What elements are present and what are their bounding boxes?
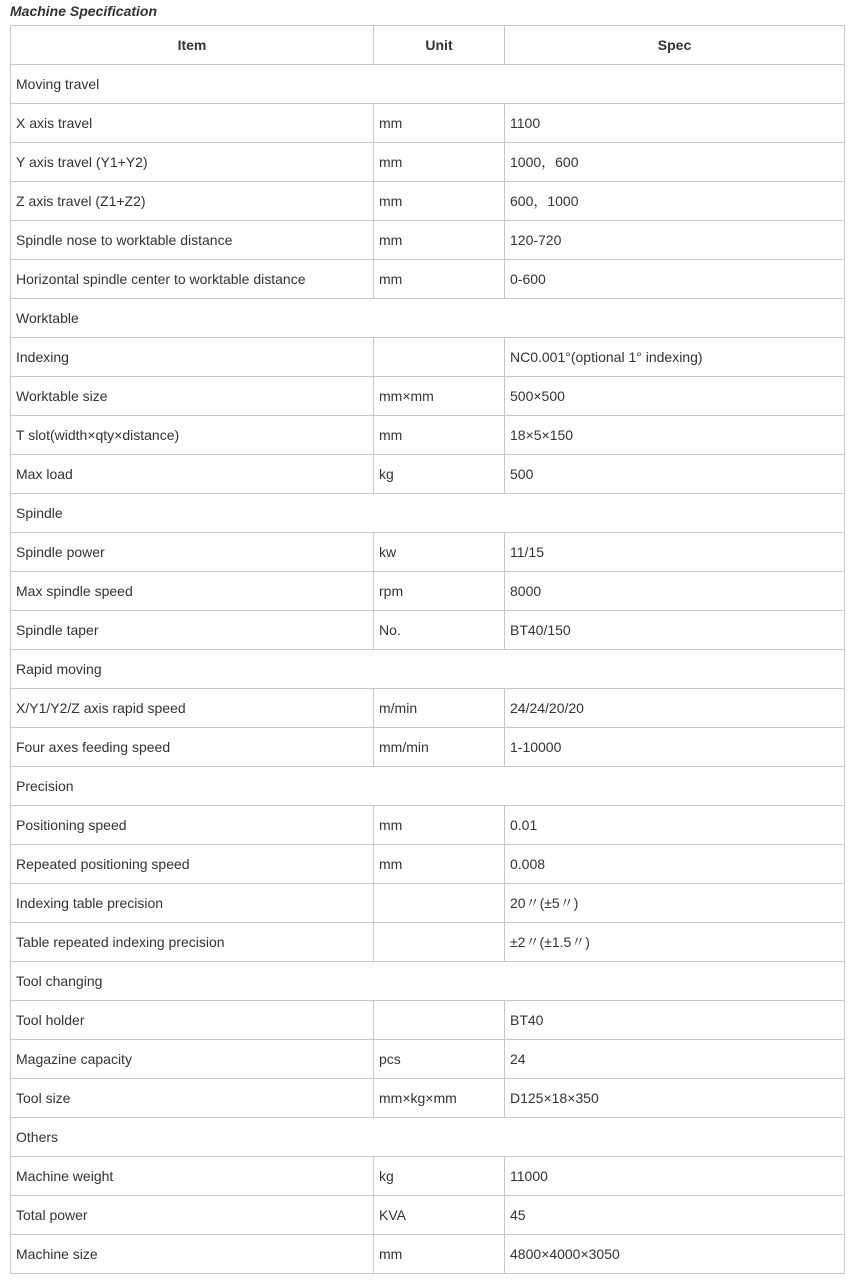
table-row bbox=[11, 260, 845, 299]
section-row bbox=[11, 65, 845, 104]
table-row bbox=[11, 338, 845, 377]
cell-unit bbox=[374, 923, 505, 962]
table-row bbox=[11, 884, 845, 923]
cell-spec: 11000 bbox=[505, 1157, 845, 1196]
cell-unit: mm bbox=[374, 143, 505, 182]
cell-spec: D125×18×350 bbox=[505, 1079, 845, 1118]
cell-unit: m/min bbox=[374, 689, 505, 728]
cell-item: Spindle power bbox=[11, 533, 374, 572]
table-row bbox=[11, 1079, 845, 1118]
cell-unit: kg bbox=[374, 455, 505, 494]
section-row bbox=[11, 494, 845, 533]
cell-item: Table repeated indexing precision bbox=[11, 923, 374, 962]
section-heading: Moving travel bbox=[11, 65, 845, 104]
cell-unit: mm bbox=[374, 806, 505, 845]
cell-item: Spindle taper bbox=[11, 611, 374, 650]
header-item: Item bbox=[11, 26, 374, 65]
table-row bbox=[11, 1001, 845, 1040]
cell-spec: NC0.001°(optional 1° indexing) bbox=[505, 338, 845, 377]
cell-item: Indexing table precision bbox=[11, 884, 374, 923]
cell-item: Total power bbox=[11, 1196, 374, 1235]
section-row bbox=[11, 962, 845, 1001]
cell-unit: mm bbox=[374, 1235, 505, 1274]
cell-unit: No. bbox=[374, 611, 505, 650]
table-row bbox=[11, 221, 845, 260]
table-row bbox=[11, 923, 845, 962]
cell-unit: mm bbox=[374, 416, 505, 455]
section-heading: Precision bbox=[11, 767, 845, 806]
cell-spec: 1-10000 bbox=[505, 728, 845, 767]
cell-spec: 120-720 bbox=[505, 221, 845, 260]
cell-spec: 45 bbox=[505, 1196, 845, 1235]
table-row bbox=[11, 572, 845, 611]
cell-spec: 24 bbox=[505, 1040, 845, 1079]
cell-unit: mm bbox=[374, 182, 505, 221]
cell-spec: BT40/150 bbox=[505, 611, 845, 650]
section-heading: Spindle bbox=[11, 494, 845, 533]
cell-unit: mm×mm bbox=[374, 377, 505, 416]
cell-item: Machine weight bbox=[11, 1157, 374, 1196]
table-row bbox=[11, 1157, 845, 1196]
section-row bbox=[11, 299, 845, 338]
cell-item: Four axes feeding speed bbox=[11, 728, 374, 767]
cell-spec: 0-600 bbox=[505, 260, 845, 299]
cell-spec: 8000 bbox=[505, 572, 845, 611]
cell-item: Indexing bbox=[11, 338, 374, 377]
cell-unit: mm bbox=[374, 260, 505, 299]
cell-spec: 4800×4000×3050 bbox=[505, 1235, 845, 1274]
cell-unit: KVA bbox=[374, 1196, 505, 1235]
cell-spec: 0.01 bbox=[505, 806, 845, 845]
table-row bbox=[11, 104, 845, 143]
cell-spec: 1100 bbox=[505, 104, 845, 143]
section-heading: Rapid moving bbox=[11, 650, 845, 689]
cell-unit: pcs bbox=[374, 1040, 505, 1079]
header-unit: Unit bbox=[374, 26, 505, 65]
section-heading: Worktable bbox=[11, 299, 845, 338]
table-row bbox=[11, 377, 845, 416]
section-heading: Others bbox=[11, 1118, 845, 1157]
cell-spec: 1000，600 bbox=[505, 143, 845, 182]
cell-item: Machine size bbox=[11, 1235, 374, 1274]
table-row bbox=[11, 182, 845, 221]
cell-item: Max load bbox=[11, 455, 374, 494]
table-row bbox=[11, 728, 845, 767]
section-row bbox=[11, 1118, 845, 1157]
cell-item: Max spindle speed bbox=[11, 572, 374, 611]
table-body bbox=[11, 65, 845, 1274]
cell-item: Worktable size bbox=[11, 377, 374, 416]
cell-spec: ±2〃(±1.5〃) bbox=[505, 923, 845, 962]
cell-item: Y axis travel (Y1+Y2) bbox=[11, 143, 374, 182]
cell-item: T slot(width×qty×distance) bbox=[11, 416, 374, 455]
table-row bbox=[11, 1235, 845, 1274]
cell-item: Horizontal spindle center to worktable distance bbox=[11, 260, 374, 299]
table-row bbox=[11, 533, 845, 572]
table-header-row bbox=[11, 26, 845, 65]
table-row bbox=[11, 455, 845, 494]
cell-unit: rpm bbox=[374, 572, 505, 611]
table-row bbox=[11, 143, 845, 182]
cell-unit: kg bbox=[374, 1157, 505, 1196]
table-row bbox=[11, 845, 845, 884]
table-row bbox=[11, 689, 845, 728]
header-spec: Spec bbox=[505, 26, 845, 65]
section-row bbox=[11, 767, 845, 806]
cell-spec: 600，1000 bbox=[505, 182, 845, 221]
table-row bbox=[11, 611, 845, 650]
cell-spec: 24/24/20/20 bbox=[505, 689, 845, 728]
table-row bbox=[11, 416, 845, 455]
cell-unit: kw bbox=[374, 533, 505, 572]
table-row bbox=[11, 806, 845, 845]
cell-spec: 11/15 bbox=[505, 533, 845, 572]
cell-unit: mm bbox=[374, 845, 505, 884]
cell-unit bbox=[374, 884, 505, 923]
table-row bbox=[11, 1196, 845, 1235]
cell-item: X/Y1/Y2/Z axis rapid speed bbox=[11, 689, 374, 728]
cell-unit: mm/min bbox=[374, 728, 505, 767]
cell-spec: 18×5×150 bbox=[505, 416, 845, 455]
spec-table bbox=[10, 25, 845, 1274]
section-row bbox=[11, 650, 845, 689]
cell-unit: mm×kg×mm bbox=[374, 1079, 505, 1118]
table-row bbox=[11, 1040, 845, 1079]
cell-unit bbox=[374, 338, 505, 377]
cell-item: Z axis travel (Z1+Z2) bbox=[11, 182, 374, 221]
cell-unit bbox=[374, 1001, 505, 1040]
cell-item: Repeated positioning speed bbox=[11, 845, 374, 884]
cell-spec: BT40 bbox=[505, 1001, 845, 1040]
cell-unit: mm bbox=[374, 104, 505, 143]
cell-item: Spindle nose to worktable distance bbox=[11, 221, 374, 260]
cell-spec: 0.008 bbox=[505, 845, 845, 884]
cell-spec: 500 bbox=[505, 455, 845, 494]
cell-item: Tool size bbox=[11, 1079, 374, 1118]
cell-unit: mm bbox=[374, 221, 505, 260]
cell-spec: 500×500 bbox=[505, 377, 845, 416]
cell-item: X axis travel bbox=[11, 104, 374, 143]
section-heading: Tool changing bbox=[11, 962, 845, 1001]
cell-item: Magazine capacity bbox=[11, 1040, 374, 1079]
cell-item: Tool holder bbox=[11, 1001, 374, 1040]
page-title: Machine Specification bbox=[10, 3, 158, 19]
cell-item: Positioning speed bbox=[11, 806, 374, 845]
cell-spec: 20〃(±5〃) bbox=[505, 884, 845, 923]
